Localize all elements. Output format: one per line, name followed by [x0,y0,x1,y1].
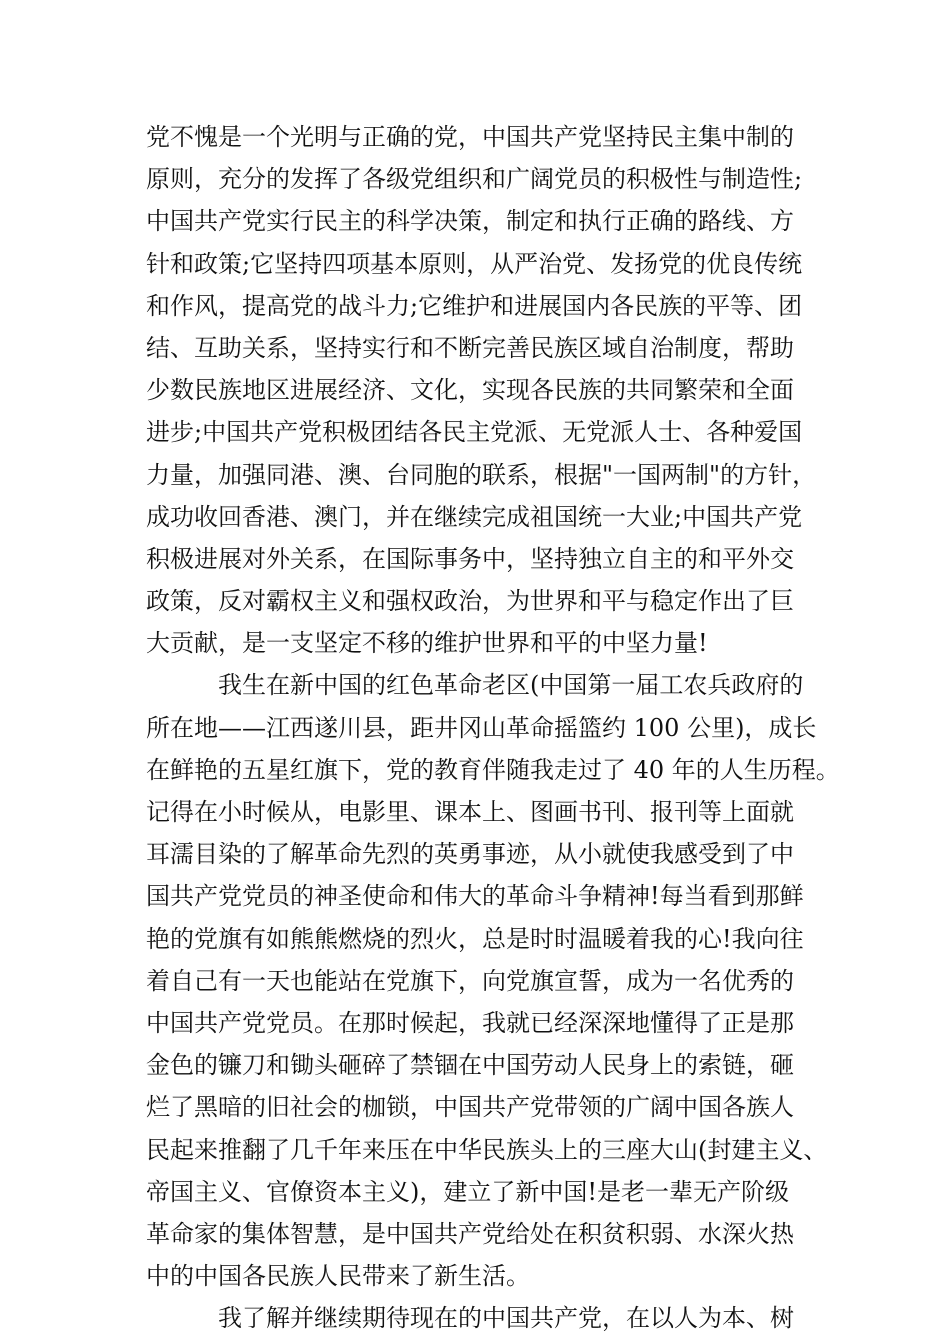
text-line: 革命家的集体智慧，是中国共产党给处在积贫积弱、水深火热 [146,1219,794,1248]
text-line: 和作风，提高党的战斗力;它维护和进展国内各民族的平等、团 [146,291,803,320]
text-line: 民起来推翻了几千年来压在中华民族头上的三座大山(封建主义、 [146,1135,828,1164]
paragraph-start-line: 我了解并继续期待现在的中国共产党，在以人为本、树 [218,1304,794,1333]
paragraph-start-line: 我生在新中国的红色革命老区(中国第一届工农兵政府的 [218,671,804,700]
text-line: 进步;中国共产党积极团结各民主党派、无党派人士、各种爱国 [146,418,803,447]
text-line: 结、互助关系，坚持实行和不断完善民族区域自治制度，帮助 [146,333,794,362]
text-line: 记得在小时候从，电影里、课本上、图画书刊、报刊等上面就 [146,798,794,826]
text-line: 少数民族地区进展经济、文化，实现各民族的共同繁荣和全面 [146,376,794,405]
text-line: 中国共产党实行民主的科学决策，制定和执行正确的路线、方 [146,207,794,236]
body-text [146,116,840,1339]
text-line: 大贡献，是一支坚定不移的维护世界和平的中坚力量! [146,629,708,658]
text-line: 针和政策;它坚持四项基本原则，从严治党、发扬党的优良传统 [146,249,803,278]
text-line: 所在地——江西遂川县，距井冈山革命摇篮约 100 公里)，成长 [146,713,817,742]
text-line: 着自己有一天也能站在党旗下，向党旗宣誓，成为一名优秀的 [146,966,794,995]
text-line: 国共产党党员的神圣使命和伟大的革命斗争精神!每当看到那鲜 [146,882,804,911]
text-line: 政策，反对霸权主义和强权政治，为世界和平与稳定作出了巨 [146,587,794,616]
text-line: 成功收回香港、澳门，并在继续完成祖国统一大业;中国共产党 [146,502,803,531]
text-line: 艳的党旗有如熊熊燃烧的烈火，总是时时温暖着我的心!我向往 [146,924,804,953]
text-line: 党不愧是一个光明与正确的党，中国共产党坚持民主集中制的 [146,123,794,151]
text-line: 原则，充分的发挥了各级党组织和广阔党员的积极性与制造性; [146,165,803,194]
text-line: 烂了黑暗的旧社会的枷锁，中国共产党带领的广阔中国各族人 [146,1093,794,1122]
text-line: 力量，加强同港、澳、台同胞的联系，根据"一国两制"的方针， [146,460,817,489]
text-line: 帝国主义、官僚资本主义)，建立了新中国!是老一辈无产阶级 [146,1177,790,1206]
text-line: 中国共产党党员。在那时候起，我就已经深深地懂得了正是那 [146,1008,794,1037]
text-line: 金色的镰刀和锄头砸碎了禁锢在中国劳动人民身上的索链，砸 [146,1051,794,1080]
text-line: 耳濡目染的了解革命先烈的英勇事迹，从小就使我感受到了中 [146,840,794,869]
text-line: 在鲜艳的五星红旗下，党的教育伴随我走过了 40 年的人生历程。 [146,755,840,784]
text-line: 积极进展对外关系，在国际事务中，坚持独立自主的和平外交 [146,544,794,573]
text-line: 中的中国各民族人民带来了新生活。 [146,1262,530,1291]
